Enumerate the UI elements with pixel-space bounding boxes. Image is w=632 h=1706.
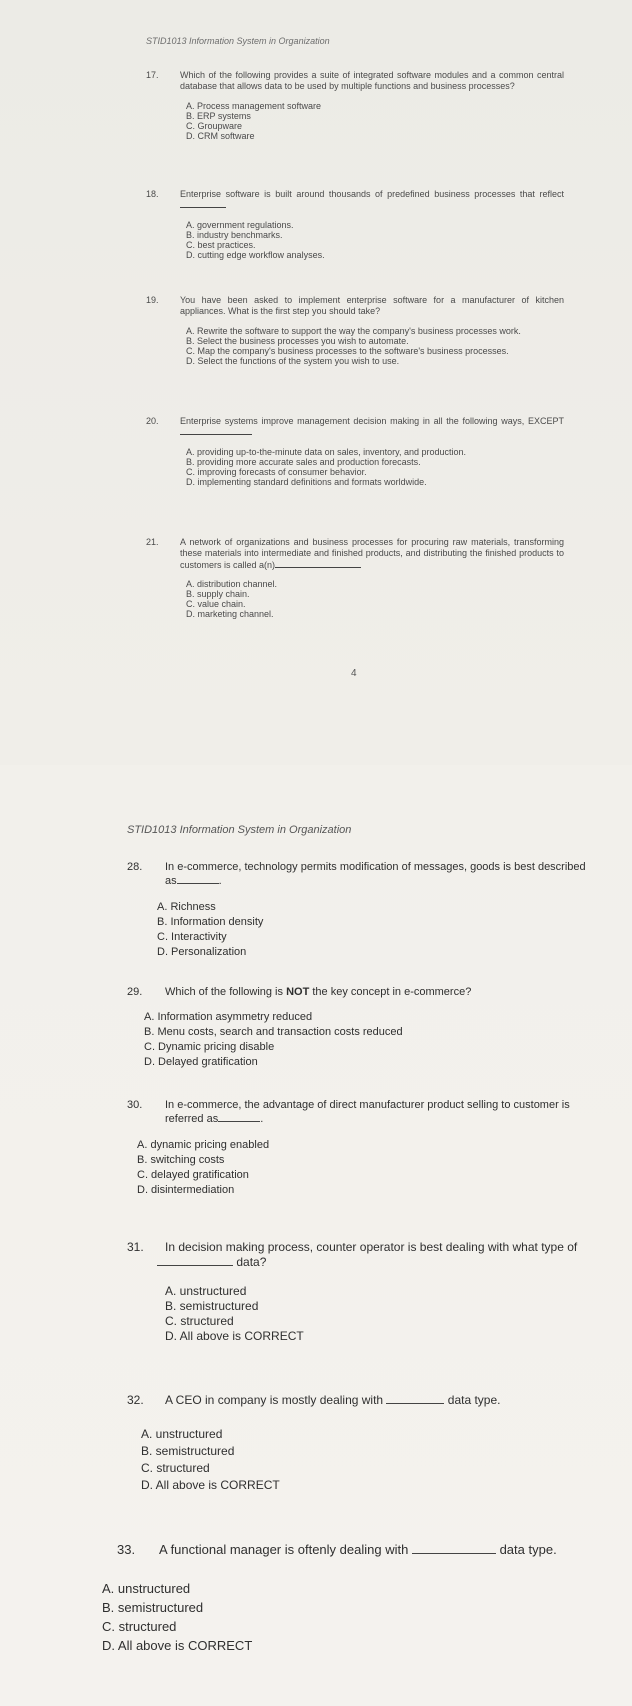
option-c: C. delayed gratification xyxy=(137,1168,249,1181)
stem-emphasis: NOT xyxy=(286,986,310,998)
option-b: B. semistructured xyxy=(141,1444,235,1458)
option-list xyxy=(144,1010,593,1070)
option-d: D. All above is CORRECT xyxy=(102,1638,253,1654)
question-number: 17. xyxy=(146,70,159,80)
stem-text: Which of the following is xyxy=(165,986,283,998)
stem-text-end: the key concept in e-commerce? xyxy=(312,986,472,998)
option-list xyxy=(186,101,564,141)
option-a: A. Process management software xyxy=(186,100,322,111)
question-stem xyxy=(159,1542,583,1558)
page-header: STID1013 Information System in Organization xyxy=(146,36,330,46)
question-number: 20. xyxy=(146,416,159,426)
option-d: D. cutting edge workflow analyses. xyxy=(186,249,325,260)
answer-blank xyxy=(412,1553,496,1554)
answer-blank xyxy=(218,1121,260,1122)
question-number: 29. xyxy=(127,986,143,998)
question-stem xyxy=(165,1393,593,1408)
option-d: D. CRM software xyxy=(186,130,255,141)
option-c: C. best practices. xyxy=(186,239,256,250)
option-d: D. disintermediation xyxy=(137,1183,235,1196)
answer-blank xyxy=(275,567,361,568)
question-stem xyxy=(165,1099,593,1127)
question-number: 32. xyxy=(127,1393,144,1407)
option-c: C. structured xyxy=(165,1314,234,1328)
question-18 xyxy=(146,189,564,260)
question-28 xyxy=(127,861,593,960)
option-b: B. industry benchmarks. xyxy=(186,229,283,240)
option-d: D. implementing standard definitions and formats worldwide. xyxy=(186,476,427,487)
option-c: C. improving forecasts of consumer behavior. xyxy=(186,466,367,477)
option-c: C. Map the company's business processes to the software's business processes. xyxy=(186,345,509,356)
option-a: A. unstructured xyxy=(102,1581,191,1597)
stem-text-end: data? xyxy=(236,1255,267,1269)
answer-blank xyxy=(180,434,252,435)
question-number: 18. xyxy=(146,189,159,199)
option-list xyxy=(186,447,564,487)
question-33 xyxy=(102,1542,583,1655)
option-list xyxy=(165,1284,593,1344)
question-number: 28. xyxy=(127,861,143,873)
option-d: D. marketing channel. xyxy=(186,608,274,619)
option-c: C. Dynamic pricing disable xyxy=(144,1040,275,1053)
option-list xyxy=(137,1138,593,1198)
stem-text-end: . xyxy=(218,874,222,887)
option-list xyxy=(186,326,564,366)
stem-text: Enterprise software is built around thousands of predefined business processes that reflect xyxy=(180,189,564,199)
stem-text-end: data type. xyxy=(499,1542,557,1557)
stem-text-end: data type. xyxy=(447,1393,501,1407)
option-a: A. dynamic pricing enabled xyxy=(137,1138,270,1151)
question-21 xyxy=(146,537,564,619)
question-31 xyxy=(127,1240,593,1344)
option-a: A. Rewrite the software to support the way the company's business processes work. xyxy=(186,325,521,336)
stem-text: A CEO in company is mostly dealing with xyxy=(165,1393,384,1407)
option-b: B. ERP systems xyxy=(186,110,251,121)
question-stem xyxy=(180,416,564,439)
question-number: 19. xyxy=(146,295,159,305)
stem-text: In e-commerce, the advantage of direct manufacturer product selling to customer is referred as xyxy=(165,1099,570,1125)
stem-text: In e-commerce, technology permits modification of messages, goods is best described as xyxy=(165,861,586,887)
question-32 xyxy=(127,1393,593,1494)
option-b: B. supply chain. xyxy=(186,588,250,599)
stem-text: A network of organizations and business processes for procuring raw materials, transforming these materials into intermediate and finished products, and distributing the finished products to customers is called a(n) xyxy=(180,537,564,570)
page-1 xyxy=(0,0,632,765)
page-2 xyxy=(0,765,632,1706)
option-b: B. providing more accurate sales and production forecasts. xyxy=(186,456,421,467)
question-stem xyxy=(165,986,593,1000)
option-b: B. semistructured xyxy=(165,1299,259,1313)
question-number: 31. xyxy=(127,1240,144,1254)
option-d: D. Delayed gratification xyxy=(144,1055,258,1068)
question-number: 33. xyxy=(117,1542,136,1557)
stem-text-end: . xyxy=(260,1112,264,1125)
option-c: C. value chain. xyxy=(186,598,246,609)
question-20 xyxy=(146,416,564,487)
option-list xyxy=(186,579,564,619)
option-a: A. Richness xyxy=(157,900,216,913)
option-a: A. unstructured xyxy=(165,1284,247,1298)
question-stem: You have been asked to implement enterprise software for a manufacturer of kitchen appliances. What is the first step you should take? xyxy=(180,295,564,317)
stem-text: In decision making process, counter operator is best dealing with what type of xyxy=(165,1240,578,1254)
answer-blank xyxy=(386,1403,444,1404)
answer-blank xyxy=(177,883,219,884)
answer-blank xyxy=(157,1265,233,1266)
answer-blank xyxy=(180,207,226,208)
question-stem xyxy=(165,861,593,889)
question-stem: Which of the following provides a suite of integrated software modules and a common central database that allows data to be used by multiple functions and business processes? xyxy=(180,70,564,92)
option-c: C. structured xyxy=(141,1461,210,1475)
option-list xyxy=(141,1426,593,1494)
option-a: A. distribution channel. xyxy=(186,578,278,589)
option-b: B. Information density xyxy=(157,915,264,928)
option-a: A. Information asymmetry reduced xyxy=(144,1010,313,1023)
page-number: 4 xyxy=(351,668,357,679)
stem-text: Enterprise systems improve management decision making in all the following ways, EXCEPT xyxy=(180,416,564,426)
option-b: B. semistructured xyxy=(102,1600,204,1616)
question-17 xyxy=(146,70,564,141)
question-number: 30. xyxy=(127,1099,143,1111)
question-number: 21. xyxy=(146,537,159,547)
question-30 xyxy=(127,1099,593,1198)
option-a: A. unstructured xyxy=(141,1427,223,1441)
page-header: STID1013 Information System in Organization xyxy=(127,824,352,836)
option-a: A. government regulations. xyxy=(186,219,294,230)
option-c: C. Groupware xyxy=(186,120,243,131)
option-b: B. switching costs xyxy=(137,1153,225,1166)
question-29 xyxy=(127,986,593,1070)
option-list xyxy=(102,1579,583,1655)
option-d: D. All above is CORRECT xyxy=(141,1478,280,1492)
option-list xyxy=(186,220,564,260)
question-stem xyxy=(180,537,564,571)
option-b: B. Select the business processes you wish to automate. xyxy=(186,335,409,346)
question-stem xyxy=(165,1240,593,1270)
option-c: C. structured xyxy=(102,1619,177,1635)
option-d: D. Personalization xyxy=(157,945,247,958)
question-stem xyxy=(180,189,564,212)
question-19 xyxy=(146,295,564,366)
option-c: C. Interactivity xyxy=(157,930,227,943)
stem-text: A functional manager is oftenly dealing with xyxy=(159,1542,409,1557)
option-d: D. All above is CORRECT xyxy=(165,1329,304,1343)
option-a: A. providing up-to-the-minute data on sales, inventory, and production. xyxy=(186,446,466,457)
option-b: B. Menu costs, search and transaction costs reduced xyxy=(144,1025,403,1038)
option-list xyxy=(157,900,593,960)
option-d: D. Select the functions of the system you wish to use. xyxy=(186,355,400,366)
